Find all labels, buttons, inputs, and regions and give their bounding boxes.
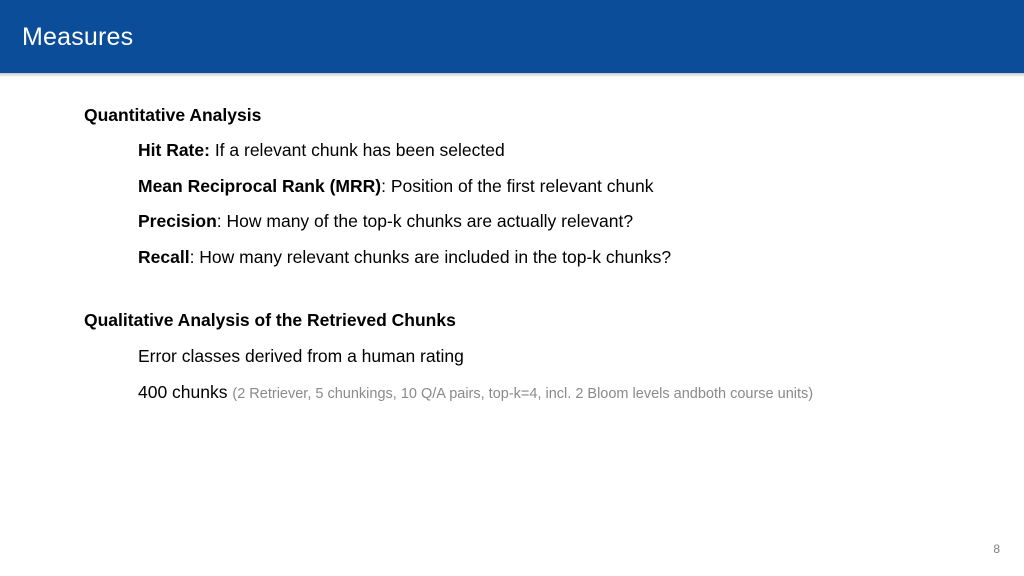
- chunk-count-note: (2 Retriever, 5 chunkings, 10 Q/A pairs, top-k=4, incl. 2 Bloom levels andboth course units): [232, 385, 814, 402]
- list-item-label: Recall: [138, 247, 190, 268]
- list-item-label: Precision: [138, 211, 217, 232]
- list-item-text: : How many relevant chunks are included in the top-k chunks?: [189, 247, 672, 268]
- title-bar: [0, 0, 1024, 73]
- list-item-label: Mean Reciprocal Rank (MRR): [138, 175, 382, 196]
- qualitative-line-1: Error classes derived from a human rating: [138, 345, 464, 366]
- title-bar-shadow: [0, 73, 1024, 77]
- chunk-count: 400 chunks: [138, 381, 228, 402]
- qualitative-count-line: [84, 381, 984, 404]
- list-item: [84, 210, 984, 233]
- list-item-text: : Position of the first relevant chunk: [381, 175, 654, 196]
- list-item-text: If a relevant chunk has been selected: [209, 139, 505, 160]
- section-heading-qualitative: Qualitative Analysis of the Retrieved Chunks: [84, 309, 456, 330]
- list-item: [84, 175, 984, 198]
- page-number: 8: [993, 542, 1000, 556]
- list-item-label: Hit Rate:: [138, 139, 210, 160]
- list-item: [84, 139, 984, 162]
- slide-body: [84, 105, 984, 403]
- page-title: Measures: [22, 23, 134, 51]
- section-heading-quantitative: Quantitative Analysis: [84, 105, 262, 125]
- list-item: [84, 246, 984, 269]
- list-item-text: : How many of the top-k chunks are actually relevant?: [216, 211, 634, 232]
- section-spacer: [84, 282, 984, 310]
